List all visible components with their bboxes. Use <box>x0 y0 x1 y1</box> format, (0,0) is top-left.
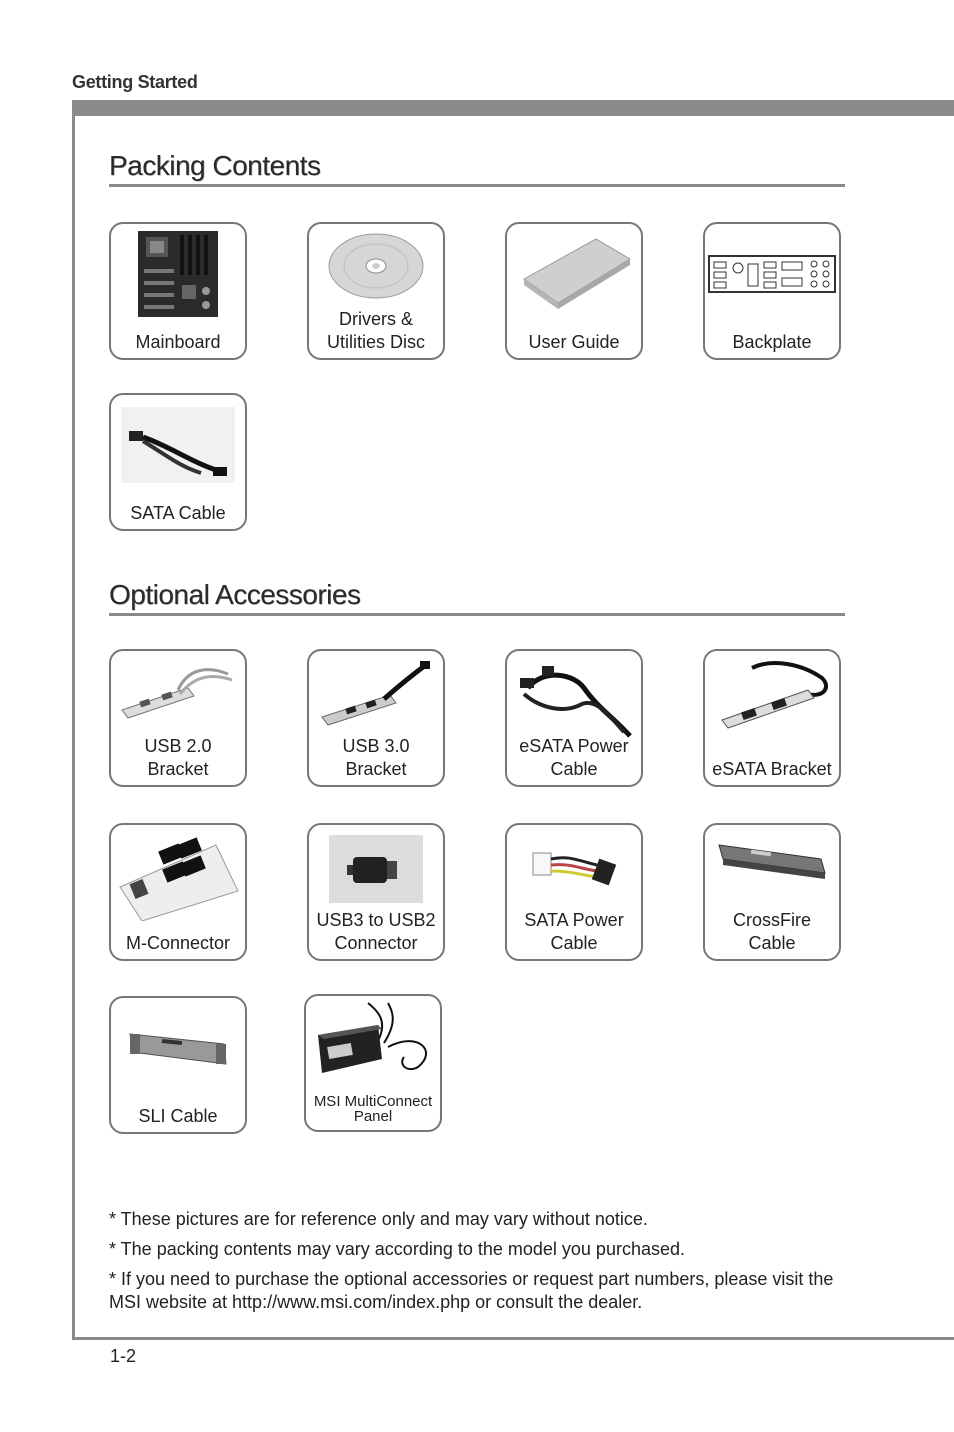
item-label: SATA Power Cable <box>524 910 624 953</box>
section-rule-optional <box>109 613 845 616</box>
item-card-backplate <box>703 222 841 360</box>
item-label: User Guide <box>528 332 620 352</box>
usb2-bracket-icon <box>111 657 245 733</box>
notes <box>109 1208 859 1321</box>
note: * If you need to purchase the optional accessories or request part numbers, please visit the MSI website at http://www.msi.com/index.php or consult the dealer. <box>109 1269 834 1312</box>
header-rule <box>72 100 954 116</box>
item-card-usb2-bracket <box>109 649 247 787</box>
section-title-optional: Optional Accessories <box>109 579 361 610</box>
item-label: SLI Cable <box>138 1106 218 1126</box>
note: * The packing contents may vary according to the model you purchased. <box>109 1239 685 1259</box>
m-connector-icon <box>111 831 245 921</box>
item-card-sata-power-cable <box>505 823 643 961</box>
running-header: Getting Started <box>72 72 198 92</box>
usb3-to-usb2-icon <box>309 831 443 907</box>
item-card-esata-bracket <box>703 649 841 787</box>
item-label: M-Connector <box>125 933 231 953</box>
disc-icon <box>309 230 443 300</box>
item-label: MSI MultiConnect Panel <box>313 1093 433 1125</box>
user-guide-icon <box>507 230 641 318</box>
item-label: Drivers & Utilities Disc <box>326 309 425 352</box>
item-label: Backplate <box>732 332 812 352</box>
note: * These pictures are for reference only and may vary without notice. <box>109 1209 648 1229</box>
item-card-drivers-disc <box>307 222 445 360</box>
esata-power-cable-icon <box>507 657 641 743</box>
backplate-icon <box>705 230 839 318</box>
item-label: eSATA Bracket <box>712 759 832 779</box>
sata-power-cable-icon <box>507 831 641 911</box>
item-card-usb3-to-usb2 <box>307 823 445 961</box>
item-card-sata-cable <box>109 393 247 531</box>
section-title-packing: Packing Contents <box>109 150 321 181</box>
item-card-m-connector <box>109 823 247 961</box>
mainboard-icon <box>111 230 245 318</box>
item-card-sli-cable <box>109 996 247 1134</box>
item-card-user-guide <box>505 222 643 360</box>
usb3-bracket-icon <box>309 657 443 737</box>
item-card-esata-power-cable <box>505 649 643 787</box>
item-label: Mainboard <box>135 332 221 352</box>
esata-bracket-icon <box>705 657 839 739</box>
item-label: USB3 to USB2 Connector <box>316 910 436 953</box>
item-label: CrossFire Cable <box>732 910 811 953</box>
multiconnect-panel-icon <box>306 1000 440 1082</box>
crossfire-cable-icon <box>705 831 839 897</box>
sli-cable-icon <box>111 1004 245 1094</box>
page-number: 1-2 <box>110 1346 137 1366</box>
item-label: eSATA Power Cable <box>519 736 629 779</box>
left-margin-rule <box>72 100 75 1340</box>
footer-rule <box>72 1337 954 1340</box>
item-label: SATA Cable <box>130 503 226 523</box>
sata-cable-icon <box>111 401 245 489</box>
item-label: USB 2.0 Bracket <box>144 736 212 779</box>
item-card-usb3-bracket <box>307 649 445 787</box>
item-label: USB 3.0 Bracket <box>342 736 410 779</box>
item-card-crossfire-cable <box>703 823 841 961</box>
section-rule-packing <box>109 184 845 187</box>
item-card-multiconnect-panel <box>304 994 442 1132</box>
item-card-mainboard <box>109 222 247 360</box>
